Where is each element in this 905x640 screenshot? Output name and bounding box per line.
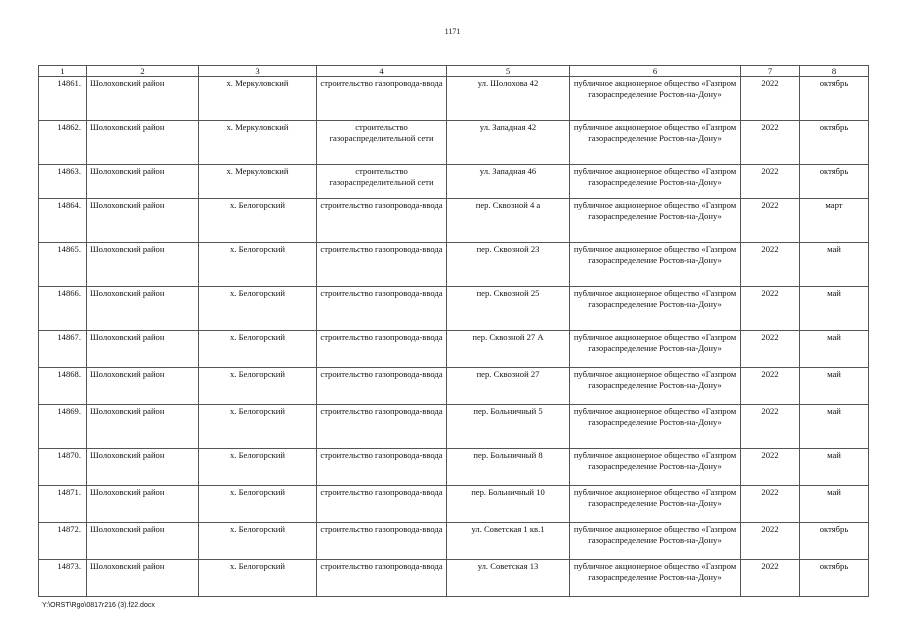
column-header: 2	[87, 66, 199, 77]
table-cell: 2022	[741, 331, 800, 368]
table-cell: пер. Сквозной 27	[447, 368, 570, 405]
table-row	[39, 523, 869, 560]
column-header: 4	[317, 66, 447, 77]
table-cell: ул. Западная 46	[447, 165, 570, 199]
table-cell: ул. Западная 42	[447, 121, 570, 165]
table-cell: март	[800, 199, 869, 243]
table-cell: публичное акционерное общество «Газпром газораспределение Ростов-на-Дону»	[570, 243, 741, 287]
table-cell: х. Белогорский	[199, 199, 317, 243]
table-cell: х. Белогорский	[199, 449, 317, 486]
table-cell: 2022	[741, 523, 800, 560]
table-cell: х. Белогорский	[199, 523, 317, 560]
table-cell: октябрь	[800, 560, 869, 597]
table-cell: Шолоховский район	[87, 199, 199, 243]
table-row	[39, 486, 869, 523]
table-cell: май	[800, 287, 869, 331]
table-cell: 14872.	[39, 523, 87, 560]
table-cell: Шолоховский район	[87, 486, 199, 523]
table-cell: Шолоховский район	[87, 560, 199, 597]
header-row	[39, 66, 869, 77]
table-cell: публичное акционерное общество «Газпром газораспределение Ростов-на-Дону»	[570, 368, 741, 405]
table-cell: пер. Сквозной 25	[447, 287, 570, 331]
table-body	[39, 66, 869, 597]
table-cell: 14868.	[39, 368, 87, 405]
table-cell: 14863.	[39, 165, 87, 199]
table-cell: октябрь	[800, 165, 869, 199]
table-cell: 14870.	[39, 449, 87, 486]
table-cell: пер. Больничный 5	[447, 405, 570, 449]
table-cell: х. Белогорский	[199, 243, 317, 287]
table-row	[39, 560, 869, 597]
table-cell: строительство газопровода-ввода	[317, 199, 447, 243]
table-cell: х. Меркуловский	[199, 77, 317, 121]
table-cell: ул. Шолохова 42	[447, 77, 570, 121]
table-cell: Шолоховский район	[87, 165, 199, 199]
table-row	[39, 121, 869, 165]
table-cell: х. Белогорский	[199, 405, 317, 449]
table-cell: Шолоховский район	[87, 77, 199, 121]
table-cell: х. Белогорский	[199, 287, 317, 331]
file-path-footer: Y:\ORST\Rgo\0817r216 (3).f22.docx	[42, 602, 155, 609]
table-cell: май	[800, 331, 869, 368]
table-cell: 2022	[741, 243, 800, 287]
table-cell: октябрь	[800, 523, 869, 560]
table-cell: Шолоховский район	[87, 449, 199, 486]
table-cell: 2022	[741, 165, 800, 199]
column-header: 8	[800, 66, 869, 77]
table-cell: строительство газопровода-ввода	[317, 331, 447, 368]
table-row	[39, 449, 869, 486]
table-cell: пер. Сквозной 23	[447, 243, 570, 287]
table-cell: публичное акционерное общество «Газпром газораспределение Ростов-на-Дону»	[570, 331, 741, 368]
table-cell: х. Белогорский	[199, 486, 317, 523]
table-cell: 2022	[741, 199, 800, 243]
table-cell: х. Белогорский	[199, 560, 317, 597]
table-cell: 2022	[741, 368, 800, 405]
table-row	[39, 199, 869, 243]
table-cell: октябрь	[800, 121, 869, 165]
table-row	[39, 368, 869, 405]
table-cell: 14866.	[39, 287, 87, 331]
table-cell: строительство газопровода-ввода	[317, 368, 447, 405]
table-cell: публичное акционерное общество «Газпром газораспределение Ростов-на-Дону»	[570, 405, 741, 449]
table-cell: строительство газопровода-ввода	[317, 560, 447, 597]
table-cell: строительство газопровода-ввода	[317, 243, 447, 287]
table-cell: 14864.	[39, 199, 87, 243]
table-cell: строительство газораспределительной сети	[317, 121, 447, 165]
table-cell: строительство газопровода-ввода	[317, 77, 447, 121]
table-cell: май	[800, 486, 869, 523]
table-cell: Шолоховский район	[87, 331, 199, 368]
table-cell: публичное акционерное общество «Газпром газораспределение Ростов-на-Дону»	[570, 486, 741, 523]
table-cell: публичное акционерное общество «Газпром газораспределение Ростов-на-Дону»	[570, 77, 741, 121]
table-cell: Шолоховский район	[87, 243, 199, 287]
column-header: 6	[570, 66, 741, 77]
table-cell: публичное акционерное общество «Газпром газораспределение Ростов-на-Дону»	[570, 287, 741, 331]
table-cell: публичное акционерное общество «Газпром газораспределение Ростов-на-Дону»	[570, 523, 741, 560]
table-cell: строительство газопровода-ввода	[317, 449, 447, 486]
table-cell: 2022	[741, 77, 800, 121]
table-row	[39, 165, 869, 199]
table-cell: 14873.	[39, 560, 87, 597]
table-row	[39, 77, 869, 121]
table-cell: х. Меркуловский	[199, 165, 317, 199]
table-cell: 2022	[741, 449, 800, 486]
table-cell: х. Меркуловский	[199, 121, 317, 165]
table-cell: строительство газопровода-ввода	[317, 523, 447, 560]
table-cell: пер. Сквозной 4 а	[447, 199, 570, 243]
table-cell: май	[800, 405, 869, 449]
table-cell: строительство газопровода-ввода	[317, 486, 447, 523]
table-row	[39, 331, 869, 368]
table-cell: ул. Советская 1 кв.1	[447, 523, 570, 560]
table-cell: публичное акционерное общество «Газпром газораспределение Ростов-на-Дону»	[570, 449, 741, 486]
table-cell: Шолоховский район	[87, 523, 199, 560]
table-cell: 14867.	[39, 331, 87, 368]
table-cell: 14865.	[39, 243, 87, 287]
table-cell: ул. Советская 13	[447, 560, 570, 597]
table-cell: 14861.	[39, 77, 87, 121]
table-cell: пер. Больничный 10	[447, 486, 570, 523]
registry-table	[38, 65, 869, 597]
table-cell: 2022	[741, 121, 800, 165]
table-cell: 14862.	[39, 121, 87, 165]
table-cell: 14871.	[39, 486, 87, 523]
column-header: 3	[199, 66, 317, 77]
table-cell: 2022	[741, 287, 800, 331]
page-number: 1171	[444, 27, 461, 36]
table-cell: х. Белогорский	[199, 368, 317, 405]
table-cell: май	[800, 243, 869, 287]
table-row	[39, 405, 869, 449]
table-cell: строительство газопровода-ввода	[317, 287, 447, 331]
table-cell: пер. Больничный 8	[447, 449, 570, 486]
table-cell: Шолоховский район	[87, 287, 199, 331]
column-header: 7	[741, 66, 800, 77]
table-cell: Шолоховский район	[87, 368, 199, 405]
table-cell: строительство газораспределительной сети	[317, 165, 447, 199]
table-cell: публичное акционерное общество «Газпром газораспределение Ростов-на-Дону»	[570, 560, 741, 597]
table-cell: май	[800, 368, 869, 405]
table-row	[39, 287, 869, 331]
table-cell: 2022	[741, 486, 800, 523]
table-cell: октябрь	[800, 77, 869, 121]
table-cell: Шолоховский район	[87, 121, 199, 165]
table-cell: 2022	[741, 405, 800, 449]
table-cell: 2022	[741, 560, 800, 597]
table-cell: публичное акционерное общество «Газпром газораспределение Ростов-на-Дону»	[570, 165, 741, 199]
table-cell: публичное акционерное общество «Газпром газораспределение Ростов-на-Дону»	[570, 199, 741, 243]
table-cell: май	[800, 449, 869, 486]
table-cell: строительство газопровода-ввода	[317, 405, 447, 449]
table-cell: 14869.	[39, 405, 87, 449]
table-row	[39, 243, 869, 287]
table-cell: Шолоховский район	[87, 405, 199, 449]
column-header: 5	[447, 66, 570, 77]
table-cell: пер. Сквозной 27 А	[447, 331, 570, 368]
table-cell: х. Белогорский	[199, 331, 317, 368]
table-cell: публичное акционерное общество «Газпром газораспределение Ростов-на-Дону»	[570, 121, 741, 165]
column-header: 1	[39, 66, 87, 77]
